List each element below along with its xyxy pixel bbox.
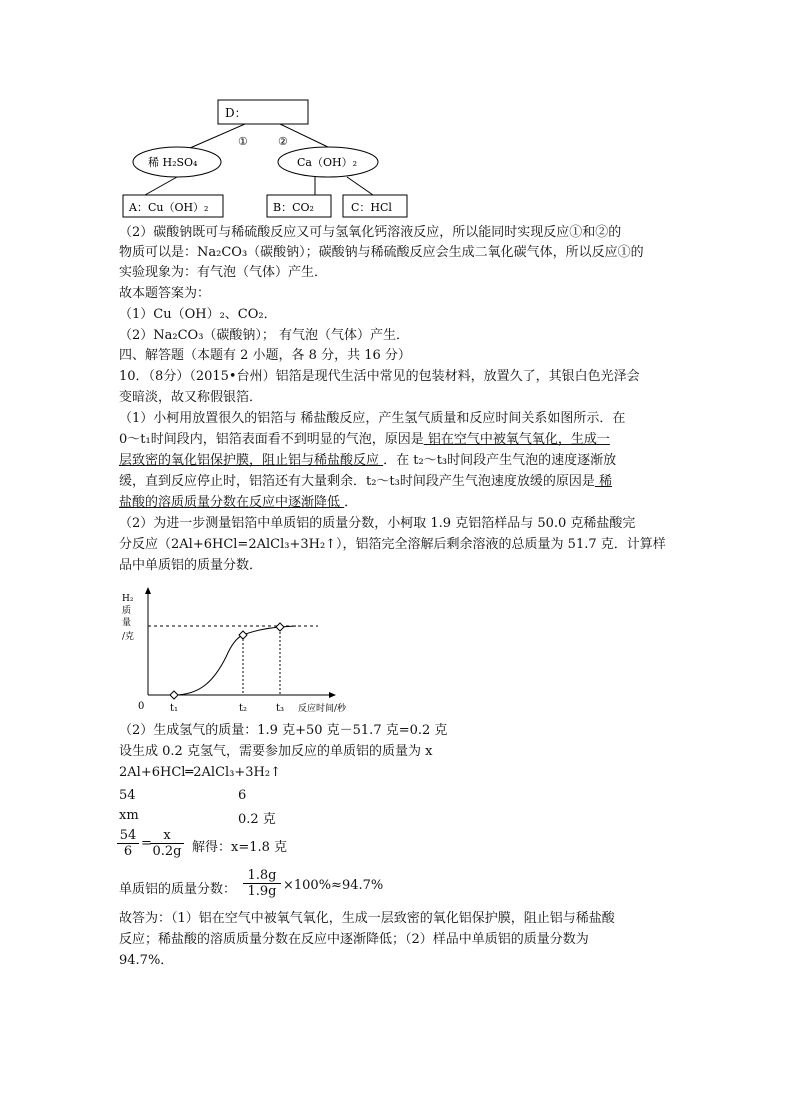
box-d-label: D： (225, 106, 247, 120)
question-10-line-7 (119, 494, 357, 512)
frac2 (150, 828, 184, 859)
solution-02g: 0.2 克 (238, 812, 276, 827)
y-axis-label-1: H₂ (122, 594, 134, 604)
question-10-line-1: 10．（8分）（2015•台州）铝箔是现代生活中常见的包装材料，放置久了，其银白色光泽会 (119, 369, 640, 384)
question-10-line-3: （1）小柯用放置很久的铝箔与 稀盐酸反应，产生氢气质量和反应时间关系如图所示．在 (119, 411, 626, 426)
box-c-label: C：HCl (351, 201, 392, 214)
frac3-denominator: 1.9g (247, 884, 277, 899)
solution-xm: xm (119, 808, 139, 823)
text-line-6: （2）Na₂CO₃（碳酸钠）； 有气泡（气体）产生． (119, 328, 410, 343)
final-answer-line-2: 反应；稀盐酸的溶质质量分数在反应中逐渐降低；（2）样品中单质铝的质量分数为 (119, 932, 589, 947)
pct-label: 单质铝的质量分数： (119, 882, 237, 897)
frac1-denominator: 6 (123, 844, 133, 859)
reaction-diagram (115, 95, 415, 220)
solution-ratio-6: 6 (238, 788, 247, 803)
y-axis-label-3: 量 (122, 618, 132, 628)
text-line-5: （1）Cu（OH）₂、CO₂． (119, 307, 277, 322)
solution-line-2: 设生成 0.2 克氢气，需要参加反应的单质铝的质量为 x (119, 744, 433, 759)
solve-result: 解得：x=1.8 克 (192, 840, 288, 855)
text-line-1: （2）碳酸钠既可与稀硫酸反应又可与氢氧化钙溶液反应，所以能同时实现反应①和②的 (119, 225, 622, 240)
y-axis-label-4: /克 (122, 632, 135, 642)
answer-underline-2a: 稀 (594, 474, 613, 489)
marker-t1 (170, 691, 178, 699)
frac1 (117, 828, 139, 859)
question-10-line-6 (119, 473, 612, 491)
frac3 (243, 868, 281, 899)
final-answer-line-3: 94.7%． (119, 953, 174, 968)
q-text: ．在 t₂～t₃时间段产生气泡的速度逐渐放 (383, 453, 617, 468)
x-tick-t1: t₁ (170, 703, 179, 714)
x-axis-label: 反应时间/秒 (298, 704, 347, 714)
solution-equation: 2Al+6HCl═2AlCl₃+3H₂↑ (119, 765, 281, 780)
h2-mass-chart (118, 585, 348, 715)
question-10-line-2: 变暗淡，故又称假银箔． (119, 390, 263, 405)
solution-ratio-54: 54 (119, 788, 136, 803)
box-a-label: A：Cu（OH）₂ (129, 201, 209, 214)
frac2-numerator: x (150, 828, 184, 844)
answer-underline-1b: 层致密的氧化铝保护膜，阻止铝与稀盐酸反应 (119, 453, 384, 468)
x-axis-arrow (329, 692, 336, 698)
q-text: 缓，直到反应停止时，铝箔还有大量剩余．t₂～t₃时间段产生气泡速度放缓的原因是 (119, 474, 595, 489)
frac2-denominator: 0.2g (152, 844, 182, 859)
final-answer-line-1: 故答为：（1）铝在空气中被氧气氧化，生成一层致密的氧化铝保护膜，阻止铝与稀盐酸 (119, 911, 615, 926)
answer-underline-2b: 盐酸的溶质质量分数在反应中逐渐降低 (119, 495, 345, 510)
marker-t3 (276, 623, 284, 631)
q-text: 0～t₁时间段内，铝箔表面看不到明显的气泡，原因是 (119, 432, 424, 447)
question-10-line-9: 分反应（2Al+6HCl=2AlCl₃+3H₂↑），铝箔完全溶解后剩余溶液的总质量为 51.7 克．计算样 (119, 537, 666, 552)
question-10-line-5 (119, 452, 616, 470)
x-tick-t3: t₃ (276, 703, 285, 714)
frac1-numerator: 54 (117, 828, 139, 844)
equals-sign: = (141, 836, 152, 851)
frac3-numerator: 1.8g (243, 868, 281, 884)
origin-label: 0 (138, 701, 145, 712)
section-heading: 四、解答题（本题有 2 小题，各 8 分，共 16 分） (119, 348, 411, 363)
edge2-label: ② (278, 135, 288, 148)
edge1-label: ① (238, 135, 248, 148)
y-axis-arrow (145, 587, 151, 594)
y-axis-label-2: 质 (122, 606, 132, 616)
h2-mass-curve (148, 626, 296, 695)
box-b-label: B：CO₂ (273, 201, 314, 214)
pct-result: ×100%≈94.7% (283, 878, 384, 893)
x-tick-t2: t₂ (239, 703, 248, 714)
text-line-2: 物质可以是：Na₂CO₃（碳酸钠）；碳酸钠与稀硫酸反应会生成二氧化碳气体，所以反应①的 (119, 245, 644, 260)
question-10-line-10: 品中单质铝的质量分数． (119, 558, 263, 573)
question-10-line-8: （2）为进一步测量铝箔中单质铝的质量分数，小柯取 1.9 克铝箔样品与 50.0 克稀盐酸完 (119, 516, 636, 531)
oval-caoh2-label: Ca（OH）₂ (297, 156, 357, 169)
text-line-4: 故本题答案为： (119, 286, 211, 301)
question-10-line-4 (119, 431, 610, 449)
solution-line-1: （2）生成氢气的质量：1.9 克+50 克－51.7 克=0.2 克 (119, 723, 448, 738)
oval-h2so4-label: 稀 H₂SO₄ (148, 156, 198, 169)
answer-underline-1a: 铝在空气中被氧气氧化，生成一 (423, 432, 610, 447)
q-text: ． (344, 495, 358, 510)
text-line-3: 实验现象为：有气泡（气体）产生． (119, 265, 328, 280)
marker-t2 (239, 631, 247, 639)
